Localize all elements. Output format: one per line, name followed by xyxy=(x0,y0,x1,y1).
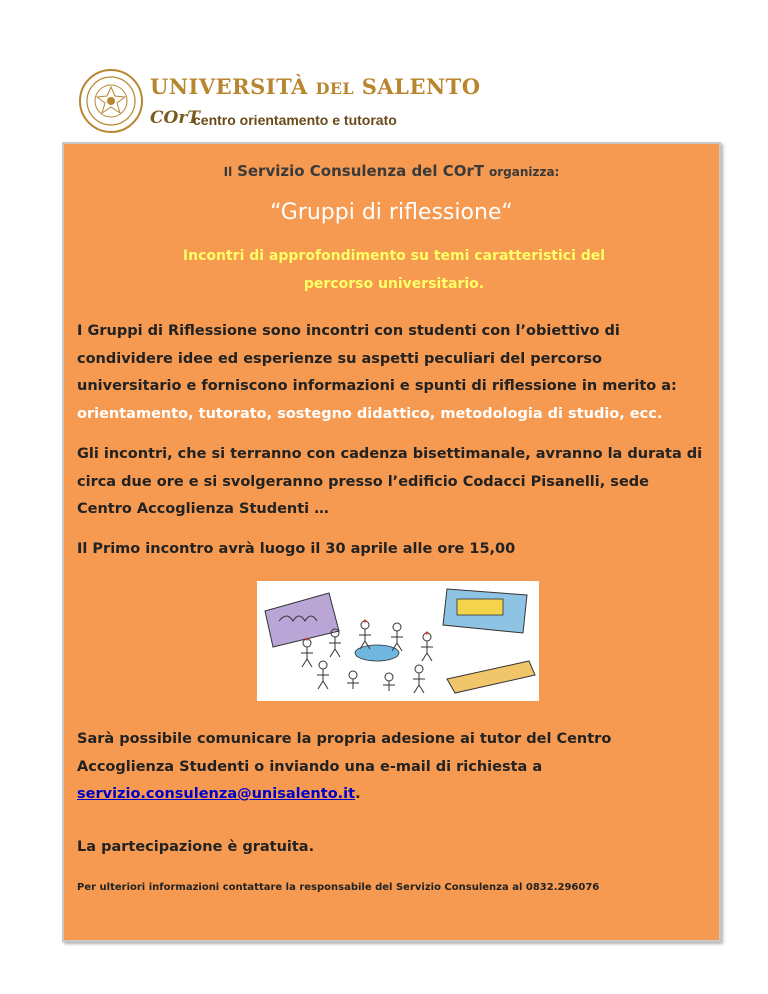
university-seal-logo xyxy=(78,68,144,134)
registration-paragraph: Sarà possibile comunicare la propria adesione ai tutor del Centro Accoglienza Studenti o inviando una e-mail di richiesta a servizio.consulenza@unisalento.it. xyxy=(77,731,612,802)
group-discussion-illustration xyxy=(257,581,539,701)
university-name: UNIVERSITÀ DEL SALENTO xyxy=(150,74,481,99)
cort-logo: COrT xyxy=(150,108,200,128)
event-subtitle: Incontri di approfondimento su temi caratteristici del percorso universitario. xyxy=(182,248,606,292)
header xyxy=(70,64,530,134)
intro-paragraph: I Gruppi di Riflessione sono incontri con studenti con l’obiettivo di condividere idee ed esperienze su aspetti peculiari del percorso universitario e forniscono informazioni e spunti di riflessione in merito a: orientamento, tutorato, sostegno didattico, metodologia di studio, ecc. xyxy=(77,323,677,422)
organizer-line: Il Servizio Consulenza del COrT organizza: xyxy=(223,162,560,180)
schedule-paragraph: Gli incontri, che si terranno con cadenza bisettimanale, avranno la durata di circa due ore e si svolgeranno presso l’edificio Codacci Pisanelli, sede Centro Accoglienza Studenti … xyxy=(77,446,703,517)
free-participation-paragraph: La partecipazione è gratuita. xyxy=(77,839,315,855)
contact-info-note: Per ulteriori informazioni contattare la responsabile del Servizio Consulenza al 0832.296076 xyxy=(77,882,600,893)
flyer-box xyxy=(62,142,721,942)
cort-subtitle: centro orientamento e tutorato xyxy=(193,112,397,128)
topics-list: orientamento, tutorato, sostegno didattico, metodologia di studio, ecc. xyxy=(77,405,663,422)
event-title: “Gruppi di riflessione“ xyxy=(270,200,513,225)
email-link[interactable]: servizio.consulenza@unisalento.it xyxy=(77,786,356,802)
first-meeting-paragraph: Il Primo incontro avrà luogo il 30 aprile alle ore 15,00 xyxy=(77,541,516,557)
